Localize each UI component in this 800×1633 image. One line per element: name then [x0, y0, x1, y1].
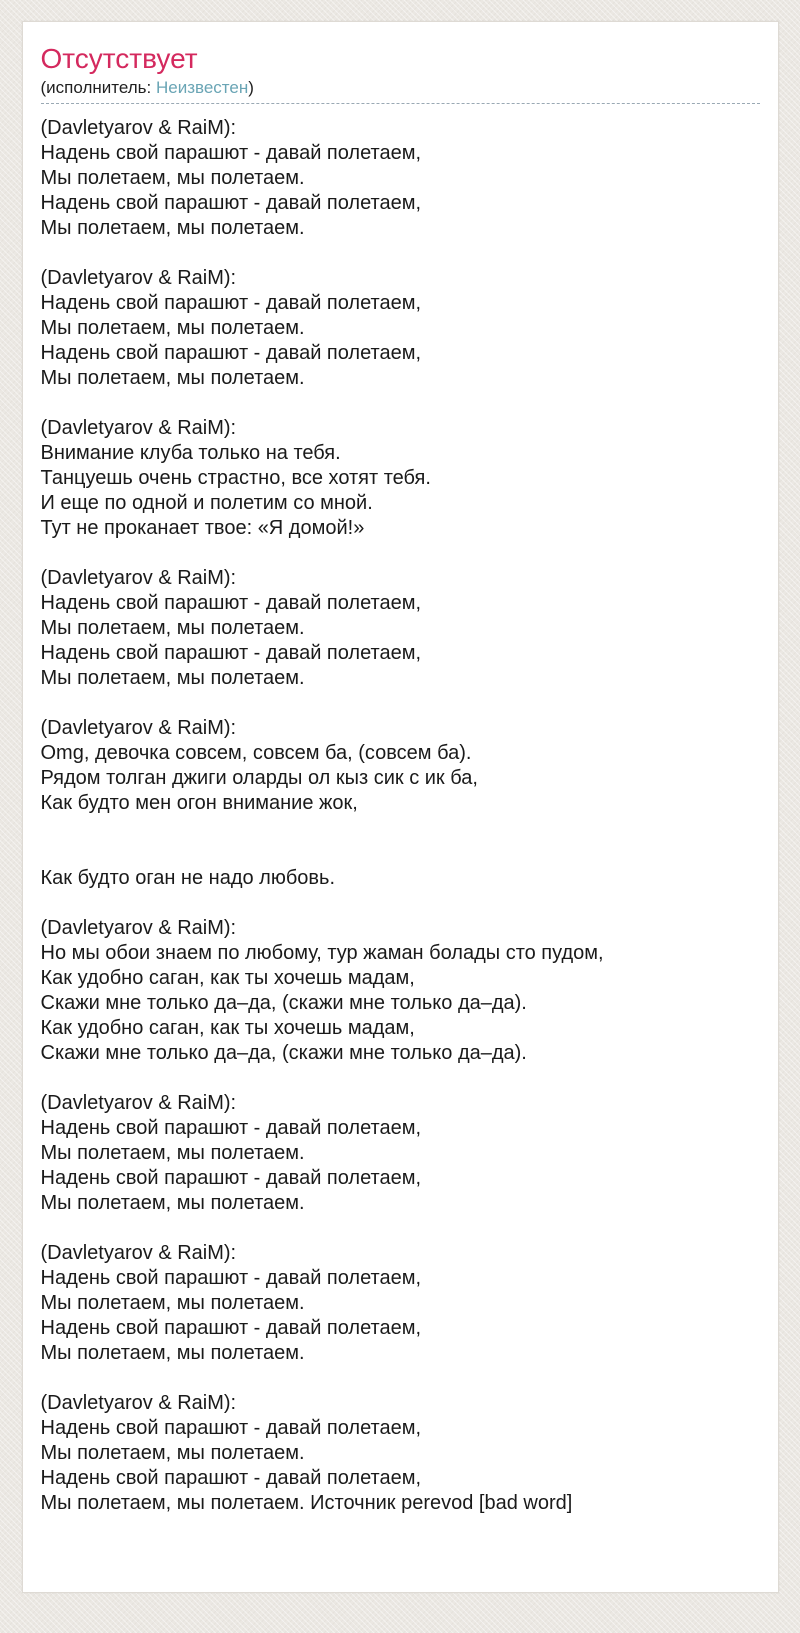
lyric-line: Как будто оган не надо любовь.	[40, 867, 336, 889]
lyric-line: Мы полетаем, мы полетаем.	[40, 367, 305, 389]
lyric-line: Надень свой парашют - давай полетаем,	[40, 342, 422, 364]
lyric-line: Скажи мне только да–да, (скажи мне только да–да).	[40, 1042, 527, 1064]
lyric-line: (Davletyarov & RaiM):	[40, 267, 237, 289]
verse	[41, 916, 760, 1066]
lyric-line: И еще по одной и полетим со мной.	[40, 492, 373, 514]
lyric-line: Надень свой парашют - давай полетаем,	[40, 1417, 422, 1439]
lyric-line: (Davletyarov & RaiM):	[40, 567, 237, 589]
artist-line	[41, 77, 760, 98]
lyric-line: Мы полетаем, мы полетаем.	[40, 317, 305, 339]
lyric-line: Надень свой парашют - давай полетаем,	[40, 142, 422, 164]
verse	[41, 1241, 760, 1366]
lyric-line: Как будто мен огон внимание жок,	[40, 792, 358, 814]
lyric-line: Танцуешь очень страстно, все хотят тебя.	[40, 467, 431, 489]
verse	[41, 1091, 760, 1216]
verse	[41, 566, 760, 691]
lyric-line: Мы полетаем, мы полетаем.	[40, 667, 305, 689]
artist-label: (исполнитель:	[40, 78, 152, 97]
lyric-line: Мы полетаем, мы полетаем.	[40, 1192, 305, 1214]
song-title: Отсутствует	[40, 43, 198, 74]
lyric-line: Тут не проканает твое: «Я домой!»	[40, 517, 365, 539]
lyrics-card	[22, 21, 779, 1593]
lyric-line: Надень свой парашют - давай полетаем,	[40, 1117, 422, 1139]
verse	[41, 266, 760, 391]
lyric-line: (Davletyarov & RaiM):	[40, 117, 237, 139]
lyric-line: Как удобно саган, как ты хочешь мадам,	[40, 967, 415, 989]
artist-close-paren: )	[248, 78, 254, 97]
lyric-line: Мы полетаем, мы полетаем.	[40, 1442, 305, 1464]
lyric-line: Внимание клуба только на тебя.	[40, 442, 341, 464]
lyric-line: Мы полетаем, мы полетаем.	[40, 617, 305, 639]
lyric-line: Мы полетаем, мы полетаем.	[40, 1342, 305, 1364]
lyric-line: Мы полетаем, мы полетаем.	[40, 1142, 305, 1164]
lyric-line: (Davletyarov & RaiM):	[40, 1242, 237, 1264]
song-header	[41, 44, 760, 104]
lyric-line: (Davletyarov & RaiM):	[40, 1092, 237, 1114]
lyric-line: Но мы обои знаем по любому, тур жаман болады сто пудом,	[40, 942, 604, 964]
lyric-line: Мы полетаем, мы полетаем.	[40, 217, 305, 239]
lyric-line: (Davletyarov & RaiM):	[40, 717, 237, 739]
lyric-line: Надень свой парашют - давай полетаем,	[40, 1167, 422, 1189]
lyric-line: Надень свой парашют - давай полетаем,	[40, 642, 422, 664]
lyric-line: (Davletyarov & RaiM):	[40, 1392, 237, 1414]
lyric-line: Надень свой парашют - давай полетаем,	[40, 1467, 422, 1489]
lyric-line: Omg, девочка совсем, совсем ба, (совсем ба).	[40, 742, 472, 764]
verse	[41, 116, 760, 241]
lyric-line: Мы полетаем, мы полетаем.	[40, 1292, 305, 1314]
lyric-line: Надень свой парашют - давай полетаем,	[40, 292, 422, 314]
artist-link[interactable]: Неизвестен	[155, 78, 249, 97]
lyric-line: Рядом толган джиги оларды ол кыз сик с ик ба,	[40, 767, 478, 789]
lyric-line: (Davletyarov & RaiM):	[40, 917, 237, 939]
lyric-line	[41, 816, 760, 841]
lyric-line: Мы полетаем, мы полетаем. Источник perevod [bad word]	[40, 1492, 573, 1514]
lyric-line	[41, 841, 760, 866]
lyric-line: Надень свой парашют - давай полетаем,	[40, 1317, 422, 1339]
lyric-line: Скажи мне только да–да, (скажи мне только да–да).	[40, 992, 527, 1014]
verse	[41, 416, 760, 541]
lyric-line: Как удобно саган, как ты хочешь мадам,	[40, 1017, 415, 1039]
lyric-line: (Davletyarov & RaiM):	[40, 417, 237, 439]
verse	[41, 1391, 760, 1516]
lyric-line: Надень свой парашют - давай полетаем,	[40, 1267, 422, 1289]
lyrics-text	[41, 116, 760, 1516]
lyric-line: Надень свой парашют - давай полетаем,	[40, 592, 422, 614]
lyric-line: Мы полетаем, мы полетаем.	[40, 167, 305, 189]
verse	[41, 716, 760, 891]
lyric-line: Надень свой парашют - давай полетаем,	[40, 192, 422, 214]
